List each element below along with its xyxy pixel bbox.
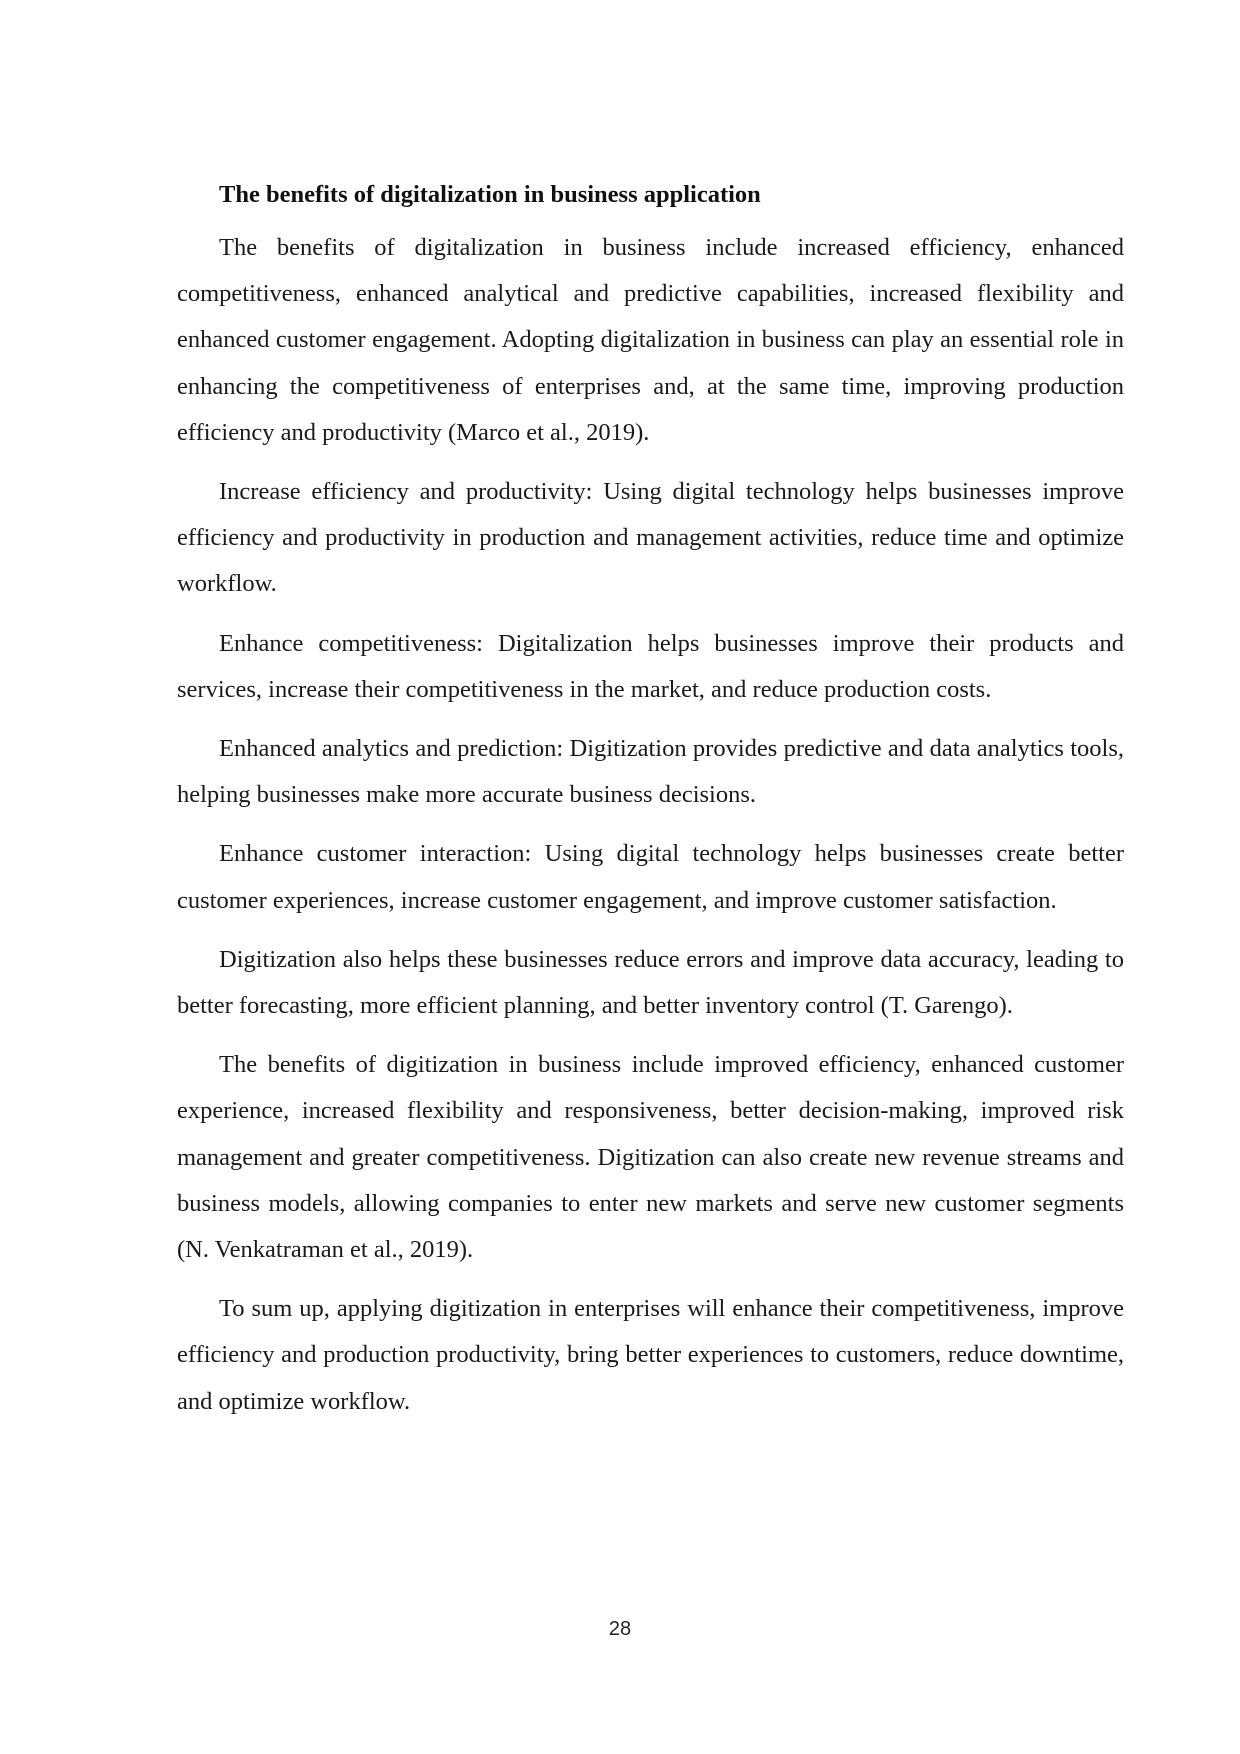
section-heading: The benefits of digitalization in business application xyxy=(219,181,761,208)
paragraph-benefits-summary: The benefits of digitization in business include improved efficiency, enhanced customer experience, increased flexibility and responsiveness, better decision-making, improved risk management and greater competitiveness. Digitization can also create new revenue streams and business models, allowing companies to enter new markets and serve new customer segments (N. Venkatraman et al., 2019). xyxy=(177,1051,1124,1264)
paragraph-data-accuracy: Digitization also helps these businesses reduce errors and improve data accuracy, leading to better forecasting, more efficient planning, and better inventory control (T. Garengo). xyxy=(177,945,1124,1020)
page-content xyxy=(177,176,1124,1425)
paragraph-intro: The benefits of digitalization in business include increased efficiency, enhanced competitiveness, enhanced analytical and predictive capabilities, increased flexibility and enhanced customer engagement. Adopting digitalization in business can play an essential role in enhancing the competitiveness of enterprises and, at the same time, improving production efficiency and productivity (Marco et al., 2019). xyxy=(177,234,1124,446)
paragraph-conclusion: To sum up, applying digitization in enterprises will enhance their competitiveness, improve efficiency and production productivity, bring better experiences to customers, reduce downtime, and optimize workflow. xyxy=(177,1295,1124,1415)
page-number: 28 xyxy=(608,1618,632,1640)
paragraph-customer-interaction: Enhance customer interaction: Using digital technology helps businesses create better customer experiences, increase customer engagement, and improve customer satisfaction. xyxy=(177,840,1124,914)
paragraph-efficiency: Increase efficiency and productivity: Using digital technology helps businesses improve efficiency and productivity in production and management activities, reduce time and optimize workflow. xyxy=(177,478,1124,598)
paragraph-analytics: Enhanced analytics and prediction: Digitization provides predictive and data analytics tools, helping businesses make more accurate business decisions. xyxy=(177,735,1124,809)
paragraph-competitiveness: Enhance competitiveness: Digitalization helps businesses improve their products and services, increase their competitiveness in the market, and reduce production costs. xyxy=(177,629,1124,703)
